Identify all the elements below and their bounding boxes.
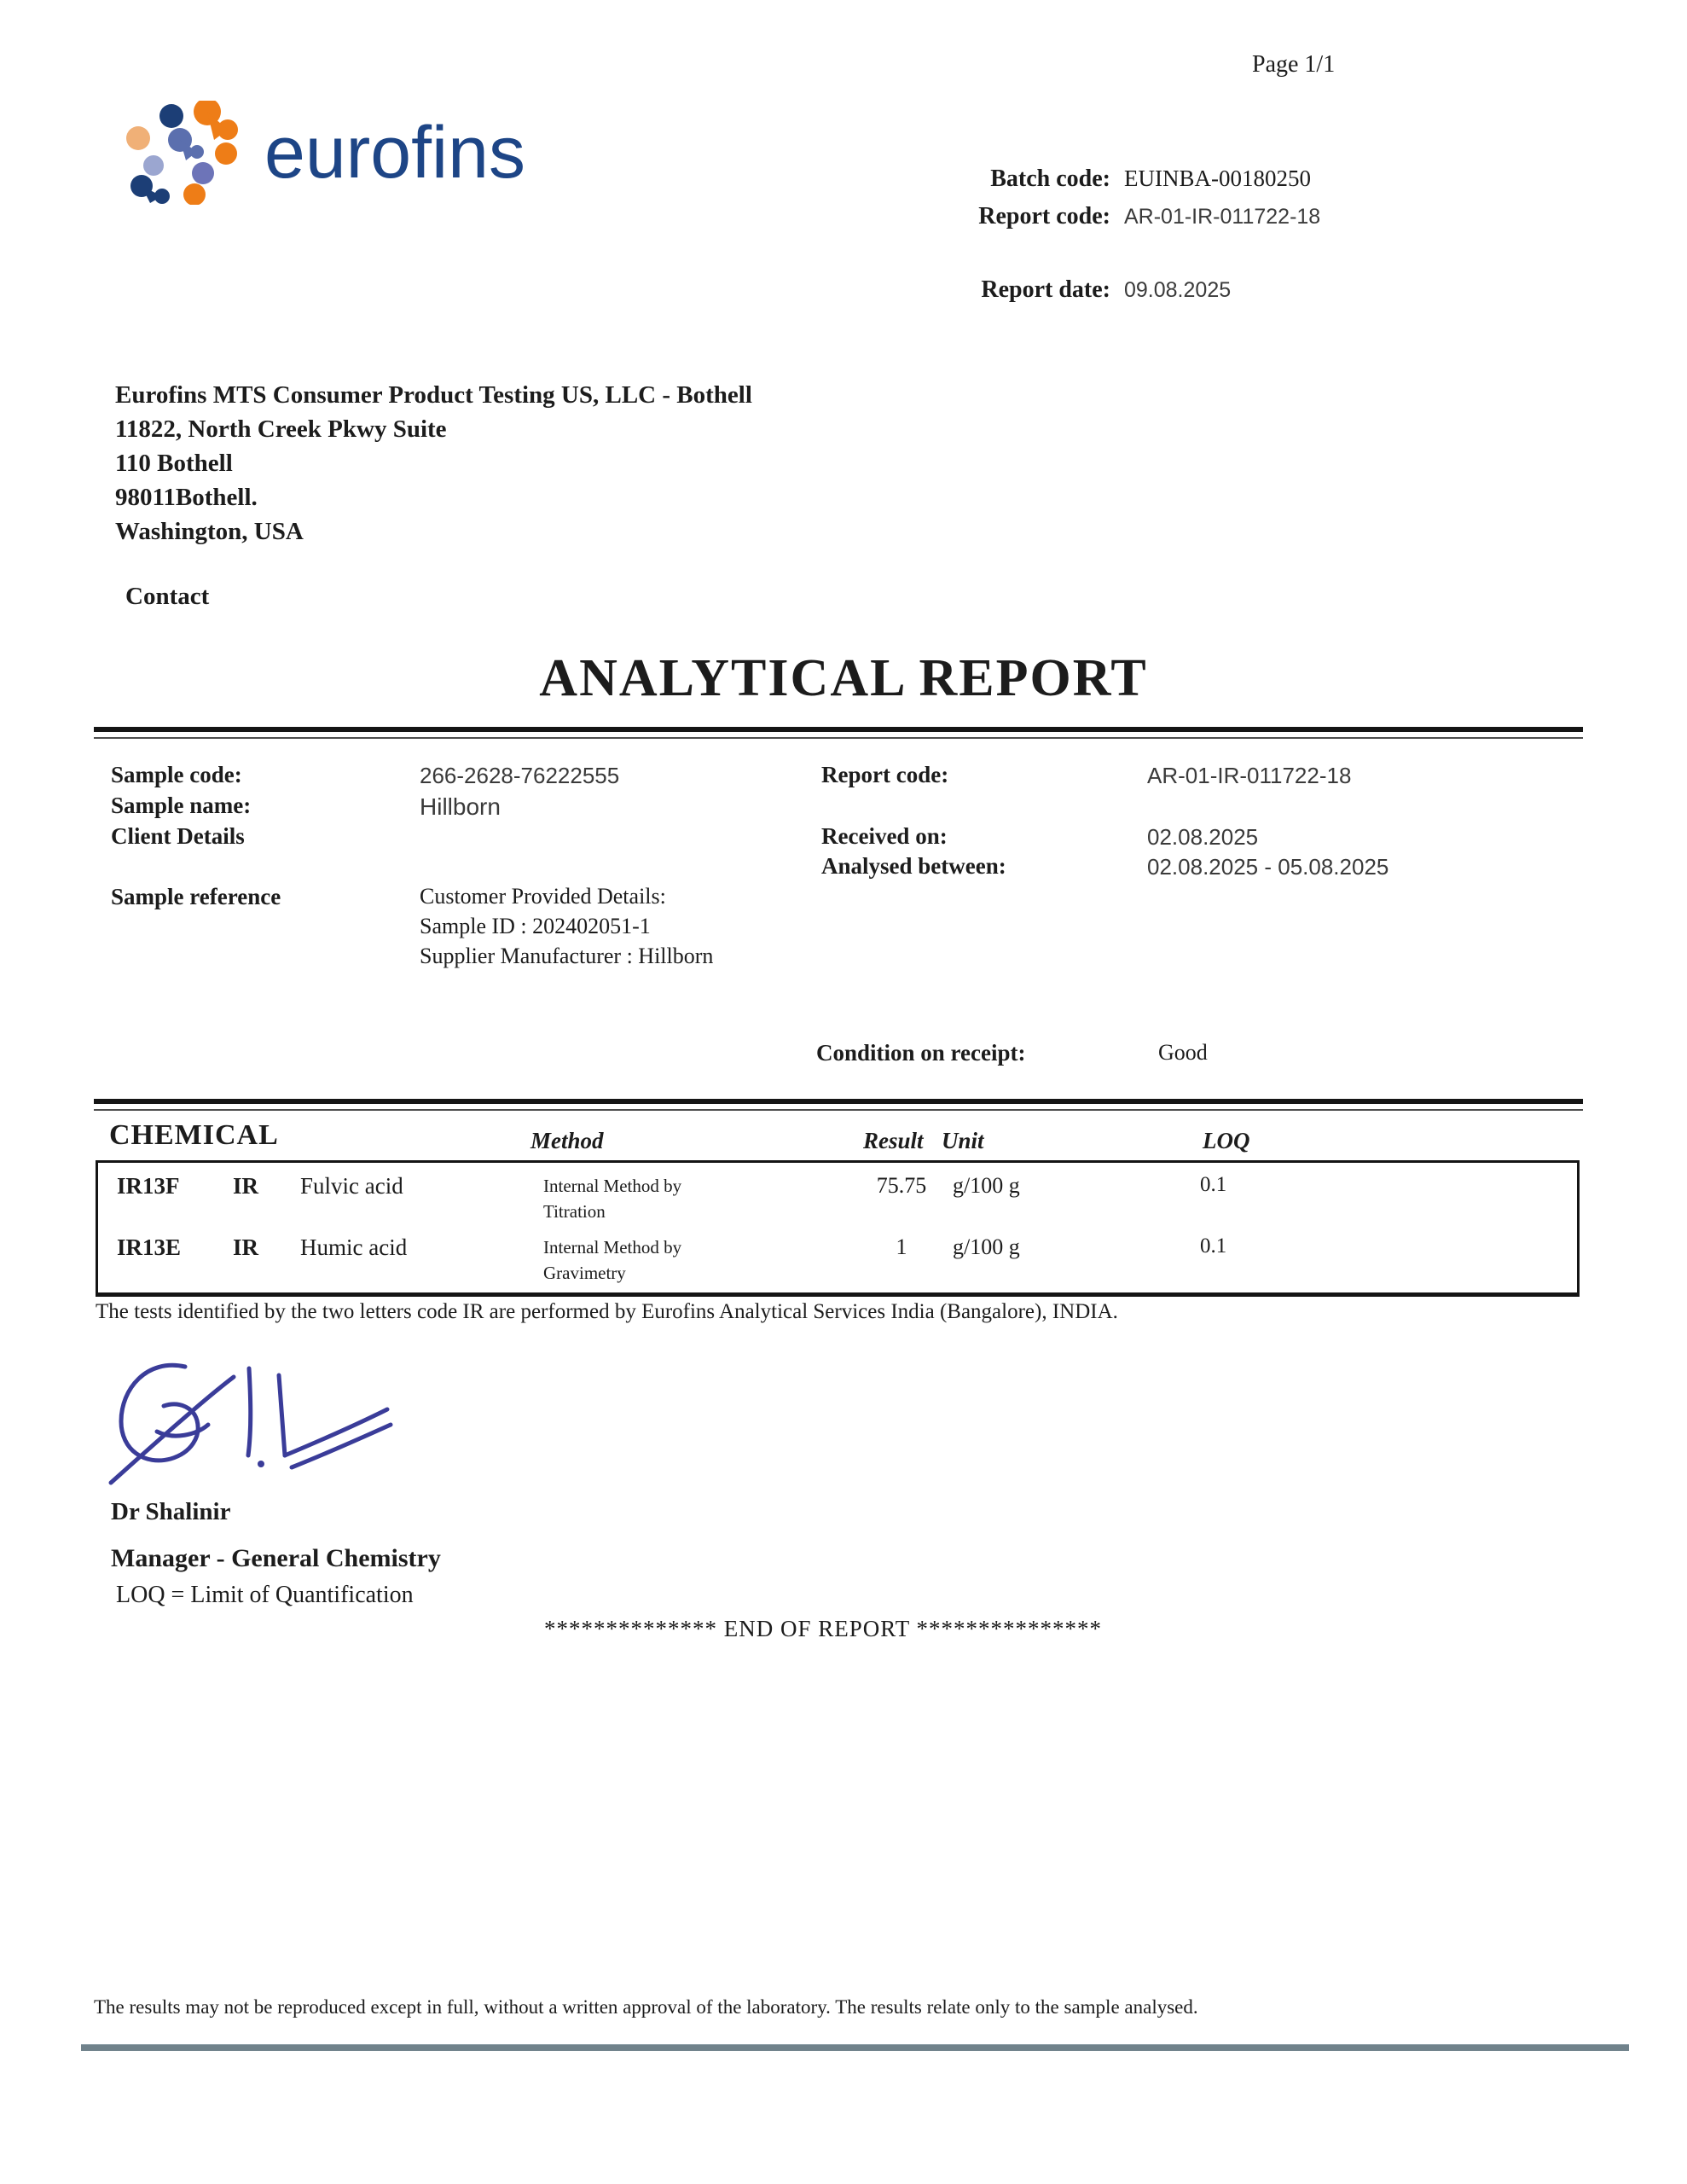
- batch-code-value: EUINBA-00180250: [1124, 166, 1311, 191]
- info-report-code-value: AR-01-IR-011722-18: [1147, 763, 1352, 788]
- report-title: ANALYTICAL REPORT: [539, 649, 1148, 707]
- loq-header: LOQ: [1203, 1128, 1250, 1153]
- unit-value: g/100 g: [953, 1234, 1020, 1259]
- report-date-label: Report date:: [981, 276, 1110, 303]
- report-code-row: [725, 203, 1320, 230]
- analysed-between-value: 02.08.2025 - 05.08.2025: [1147, 854, 1389, 880]
- loq-definition: LOQ = Limit of Quantification: [116, 1582, 414, 1608]
- analyte-name: Fulvic acid: [300, 1173, 403, 1199]
- contact-label: Contact: [125, 583, 210, 610]
- method-line-1: Internal Method by: [543, 1176, 682, 1196]
- results-table: [96, 1160, 1580, 1297]
- eurofins-logo: [126, 101, 525, 205]
- table-footnote: The tests identified by the two letters code IR are performed by Eurofins Analytical Services India (Bangalore), INDIA.: [96, 1300, 1118, 1323]
- method-line-2: Gravimetry: [543, 1263, 626, 1283]
- signatory-role: Manager - General Chemistry: [111, 1544, 441, 1572]
- client-details-label: Client Details: [111, 823, 245, 849]
- batch-code-label: Batch code:: [990, 166, 1110, 192]
- method-line-1: Internal Method by: [543, 1237, 682, 1258]
- reference-line: Supplier Manufacturer : Hillborn: [420, 944, 714, 968]
- lab-address-line: 11822, North Creek Pkwy Suite: [115, 415, 447, 443]
- analyte-name: Humic acid: [300, 1234, 408, 1260]
- chemical-section-label: CHEMICAL: [109, 1119, 279, 1151]
- title-divider-thin: [94, 737, 1583, 739]
- section-divider-thin: [94, 1109, 1583, 1111]
- sample-name-label: Sample name:: [111, 793, 252, 818]
- condition-value: Good: [1158, 1040, 1208, 1065]
- loq-value: 0.1: [1200, 1234, 1227, 1258]
- loq-value: 0.1: [1200, 1173, 1227, 1196]
- sample-code-value: 266-2628-76222555: [420, 763, 620, 788]
- report-date-value: 09.08.2025: [1124, 278, 1232, 302]
- eurofins-logo-text: eurofins: [264, 112, 525, 194]
- section-divider-thick: [94, 1099, 1583, 1104]
- lab-code: IR: [233, 1234, 259, 1260]
- lab-address-line: 98011Bothell.: [115, 484, 258, 511]
- reference-line: Sample ID : 202402051-1: [420, 914, 651, 938]
- title-divider-thick: [94, 727, 1583, 732]
- result-value: 75.75: [876, 1173, 927, 1198]
- footer-disclaimer: The results may not be reproduced except in full, without a written approval of the laboratory. The results relate only to the sample analysed.: [94, 1996, 1198, 2018]
- test-code: IR13F: [117, 1173, 180, 1199]
- lab-address-line: Washington, USA: [115, 518, 304, 545]
- analysed-between-label: Analysed between:: [821, 853, 1006, 879]
- signatory-name: Dr Shalinir: [111, 1498, 231, 1525]
- lab-code: IR: [233, 1173, 259, 1199]
- unit-header: Unit: [942, 1128, 984, 1153]
- report-code-value: AR-01-IR-011722-18: [1124, 205, 1321, 229]
- result-value: 1: [896, 1234, 907, 1259]
- method-header: Method: [530, 1128, 604, 1153]
- report-date-row: [725, 276, 1231, 304]
- sample-reference-label: Sample reference: [111, 884, 281, 909]
- method-line-2: Titration: [543, 1201, 606, 1222]
- reference-line: Customer Provided Details:: [420, 884, 666, 909]
- unit-value: g/100 g: [953, 1173, 1020, 1198]
- lab-address-line: Eurofins MTS Consumer Product Testing US, LLC - Bothell: [115, 381, 752, 409]
- sample-name-value: Hillborn: [420, 793, 501, 820]
- info-report-code-label: Report code:: [821, 762, 949, 787]
- method-cell: [543, 1173, 765, 1224]
- sample-code-label: Sample code:: [111, 762, 242, 787]
- result-header: Result: [863, 1128, 924, 1153]
- method-cell: [543, 1234, 765, 1286]
- footer-rule: [81, 2044, 1629, 2051]
- eurofins-logo-icon: [126, 101, 247, 205]
- test-code: IR13E: [117, 1234, 182, 1260]
- end-of-report: ************** END OF REPORT ***************: [544, 1616, 1102, 1641]
- report-code-label: Report code:: [978, 203, 1110, 229]
- lab-address-line: 110 Bothell: [115, 450, 233, 477]
- signature-image: [104, 1348, 394, 1493]
- page-number: Page 1/1: [1252, 51, 1336, 78]
- received-on-label: Received on:: [821, 823, 948, 849]
- received-on-value: 02.08.2025: [1147, 824, 1259, 850]
- batch-code-row: [725, 166, 1311, 193]
- condition-label: Condition on receipt:: [816, 1040, 1026, 1066]
